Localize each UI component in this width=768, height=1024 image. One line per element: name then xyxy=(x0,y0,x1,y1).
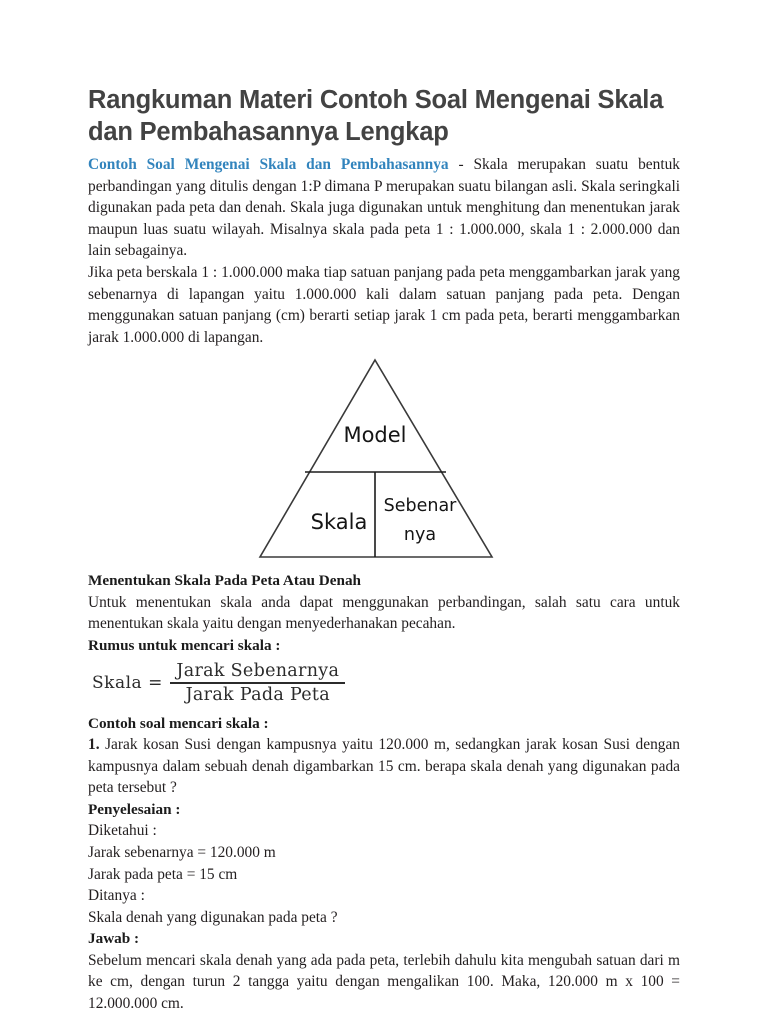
ditanya-text: Skala denah yang digunakan pada peta ? xyxy=(88,908,338,926)
jawab-paragraph: Sebelum mencari skala denah yang ada pada peta, terlebih dahulu kita mengubah satuan dari m ke cm, dengan turun 2 tangga yaitu dengan mengalikan 100. Maka, 120.000 m x 100 = 12.000.000 cm. xyxy=(88,951,680,1012)
formula-numerator: Jarak Sebenarnya xyxy=(176,660,340,681)
document-content xyxy=(88,84,680,1015)
second-paragraph: Jika peta berskala 1 : 1.000.000 maka tiap satuan panjang pada peta menggambarkan jarak yang sebenarnya di lapangan yaitu 1.000.000 kali dalam satuan panjang pada peta. Dengan menggunakan satuan panjang (cm) berarti setiap jarak 1 cm pada peta, berarti menggambarkan jarak 1.000.000 di lapangan. xyxy=(88,263,680,346)
menentukan-skala-body: Untuk menentukan skala anda dapat menggunakan perbandingan, salah satu cara untuk menentukan skala yaitu dengan menyederhanakan pecahan. xyxy=(88,593,680,633)
lead-link-text[interactable]: Contoh Soal Mengenai Skala dan Pembahasannya xyxy=(88,156,449,173)
triangle-label-nya: nya xyxy=(403,525,437,546)
diketahui-line-jarak-pada-peta: Jarak pada peta = 15 cm xyxy=(88,865,238,883)
formula-left-side: Skala xyxy=(92,672,143,693)
heading-menentukan-skala: Menentukan Skala Pada Peta Atau Denah xyxy=(88,572,361,590)
formula-skala xyxy=(88,661,680,705)
skala-triangle-diagram xyxy=(258,354,508,566)
formula-denominator: Jarak Pada Peta xyxy=(185,684,330,705)
diagram-container xyxy=(88,354,680,570)
formula-fraction xyxy=(170,661,345,705)
diketahui-line-jarak-sebenarnya: Jarak sebenarnya = 120.000 m xyxy=(88,843,276,861)
triangle-outline xyxy=(260,360,492,557)
question-number: 1. xyxy=(88,736,100,754)
heading-contoh-soal: Contoh soal mencari skala : xyxy=(88,714,269,732)
triangle-label-skala: Skala xyxy=(310,510,368,535)
diketahui-label: Diketahui : xyxy=(88,822,157,840)
ditanya-label: Ditanya : xyxy=(88,887,145,905)
triangle-label-sebenar: Sebenar xyxy=(383,496,457,517)
formula-equals-sign: = xyxy=(148,672,163,693)
heading-rumus: Rumus untuk mencari skala : xyxy=(88,637,281,655)
question-text: Jarak kosan Susi dengan kampusnya yaitu 120.000 m, sedangkan jarak kosan Susi dengan kampusnya dalam sebuah denah digambarkan 15 cm. berapa skala denah yang digunakan pada peta tersebut ? xyxy=(88,736,680,797)
heading-jawab: Jawab : xyxy=(88,930,140,948)
page-title: Rangkuman Materi Contoh Soal Mengenai Skala dan Pembahasannya Lengkap xyxy=(88,86,664,146)
intro-paragraph xyxy=(88,154,680,262)
question-paragraph xyxy=(88,734,680,799)
heading-penyelesaian: Penyelesaian : xyxy=(88,800,181,818)
triangle-label-model: Model xyxy=(343,423,407,448)
intro-paragraph-text: - Skala merupakan suatu bentuk perbandingan yang ditulis dengan 1:P dimana P merupakan suatu bilangan asli. Skala seringkali digunakan pada peta dan denah. Skala juga digunakan untuk menghitung dan menentukan jarak maupun luas suatu wilayah. Misalnya skala pada peta 1 : 1.000.000, skala 1 : 2.000.000 dan lain sebagainya. xyxy=(88,156,680,260)
